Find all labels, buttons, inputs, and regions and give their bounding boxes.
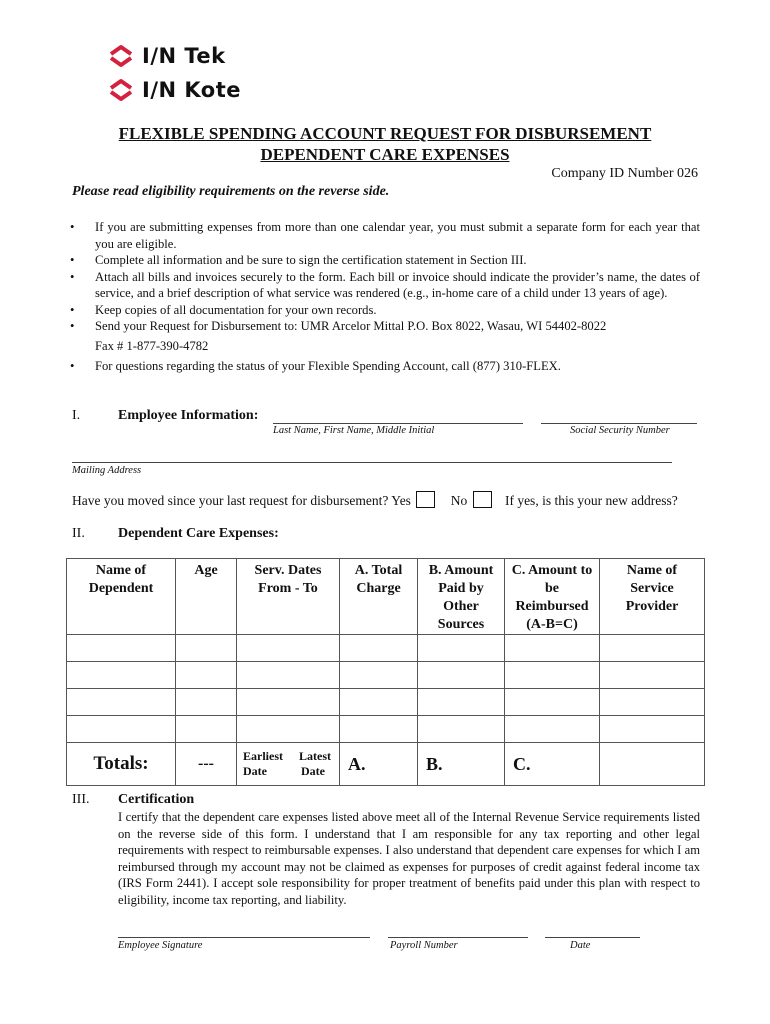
employee-signature-field[interactable] <box>118 937 370 938</box>
table-cell[interactable] <box>67 689 176 716</box>
certification-text: I certify that the dependent care expenses listed above meet all of the Internal Revenue Service requirements listed on the reverse side of this form. I understand that I am responsible for any tax reporting and other legal requirements with respect to reimbursable expenses. I also understand that dependent care expenses for which I am reimbursed through my account may not be claimed as expenses for purposes of credit against federal income tax (IRS Form 2441). I accept sole responsibility for proper treatment of benefits paid under this plan with respect to eligibility, income tax reporting, and liability. <box>118 810 700 907</box>
logo-in-tek-text: I/N Tek <box>142 44 226 68</box>
section-1-title: Employee Information: <box>118 408 259 423</box>
header-total-charge: A. Total Charge <box>340 559 418 635</box>
table-cell[interactable] <box>505 635 600 662</box>
table-cell[interactable] <box>176 635 237 662</box>
table-cell[interactable] <box>418 662 505 689</box>
section-1-number: I. <box>72 408 81 423</box>
list-item: • Attach all bills and invoices securely to the form. Each bill or invoice should indicate the provider’s name, the dates of service, and a brief description of what service was rendered (e.g., in-home care of a child under 13 years of age). <box>70 269 700 300</box>
company-id: Company ID Number 026 <box>551 166 698 181</box>
mailing-address-field[interactable] <box>72 462 672 463</box>
moved-question: Have you moved since your last request for disbursement? <box>72 493 389 508</box>
name-field[interactable] <box>273 423 523 424</box>
table-cell[interactable] <box>505 716 600 743</box>
table-cell[interactable] <box>505 662 600 689</box>
yes-label: Yes <box>391 493 411 508</box>
form-title: FLEXIBLE SPENDING ACCOUNT REQUEST FOR DISBURSEMENT <box>118 124 652 143</box>
logo-in-tek <box>108 44 226 68</box>
table-cell[interactable] <box>418 635 505 662</box>
earliest-label: Earliest <box>243 749 283 763</box>
list-item: • Send your Request for Disbursement to: UMR Arcelor Mittal P.O. Box 8022, Wasau, WI 54402-8022 <box>70 319 607 333</box>
table-cell[interactable] <box>340 662 418 689</box>
instructions-list <box>70 219 700 375</box>
eligibility-note: Please read eligibility requirements on the reverse side. <box>72 184 390 199</box>
table-cell <box>600 743 705 786</box>
age-total: --- <box>176 743 237 786</box>
table-cell[interactable] <box>237 662 340 689</box>
payroll-caption: Payroll Number <box>390 940 458 951</box>
table-cell[interactable] <box>418 689 505 716</box>
table-cell[interactable] <box>600 689 705 716</box>
table-cell[interactable] <box>237 635 340 662</box>
yes-checkbox[interactable] <box>416 491 435 508</box>
header-serv-dates: Serv. Dates From - To <box>237 559 340 635</box>
header-dependent-name: Name of Dependent <box>67 559 176 635</box>
logo-in-kote-text: I/N Kote <box>142 78 241 102</box>
table-row <box>67 635 705 662</box>
table-cell[interactable] <box>176 716 237 743</box>
table-cell[interactable] <box>340 689 418 716</box>
section-2-number: II. <box>72 526 85 541</box>
in-kote-logo-icon <box>108 78 134 102</box>
table-cell[interactable] <box>237 689 340 716</box>
earliest-latest-date[interactable] <box>237 743 340 786</box>
list-item: • For questions regarding the status of your Flexible Spending Account, call (877) 310-FLEX. <box>70 359 561 373</box>
name-caption: Last Name, First Name, Middle Initial <box>273 425 435 436</box>
header-service-provider: Name of Service Provider <box>600 559 705 635</box>
ssn-field[interactable] <box>541 423 697 424</box>
table-cell[interactable] <box>340 716 418 743</box>
expenses-table <box>66 558 705 786</box>
fax-line: Fax # 1-877-390-4782 <box>95 338 209 353</box>
table-cell[interactable] <box>67 716 176 743</box>
date-field[interactable] <box>545 937 640 938</box>
table-cell[interactable] <box>176 662 237 689</box>
form-subtitle: DEPENDENT CARE EXPENSES <box>260 145 510 164</box>
total-c[interactable]: C. <box>505 743 600 786</box>
table-cell[interactable] <box>237 716 340 743</box>
table-cell[interactable] <box>67 662 176 689</box>
section-2-title: Dependent Care Expenses: <box>118 526 279 541</box>
table-cell[interactable] <box>340 635 418 662</box>
totals-label: Totals: <box>67 743 176 786</box>
no-label: No <box>450 493 468 508</box>
earliest-date-label: Date <box>243 764 267 778</box>
list-item: • Keep copies of all documentation for your own records. <box>70 302 377 317</box>
section-3-title: Certification <box>118 792 195 807</box>
header-amount-paid: B. Amount Paid by Other Sources <box>418 559 505 635</box>
list-item: • If you are submitting expenses from more than one calendar year, you must submit a separate form for each year that you are eligible. <box>70 220 700 251</box>
list-item: • Complete all information and be sure to sign the certification statement in Section III. <box>70 253 527 267</box>
table-cell[interactable] <box>67 635 176 662</box>
table-cell[interactable] <box>600 662 705 689</box>
logo-in-kote <box>108 78 241 102</box>
no-checkbox[interactable] <box>473 491 492 508</box>
total-b[interactable]: B. <box>418 743 505 786</box>
latest-date-label: Date <box>301 764 325 778</box>
latest-label: Latest <box>299 749 331 763</box>
table-row <box>67 689 705 716</box>
table-cell[interactable] <box>418 716 505 743</box>
header-amount-reimbursed: C. Amount to be Reimbursed (A-B=C) <box>505 559 600 635</box>
signature-caption: Employee Signature <box>118 940 203 951</box>
totals-row <box>67 743 705 786</box>
table-cell[interactable] <box>600 716 705 743</box>
total-a[interactable]: A. <box>340 743 418 786</box>
in-tek-logo-icon <box>108 44 134 68</box>
moved-question-row <box>72 491 678 509</box>
new-address-question: If yes, is this your new address? <box>504 493 678 508</box>
table-cell[interactable] <box>176 689 237 716</box>
table-row <box>67 716 705 743</box>
address-caption: Mailing Address <box>72 465 142 476</box>
payroll-number-field[interactable] <box>388 937 528 938</box>
ssn-caption: Social Security Number <box>570 425 670 436</box>
table-cell[interactable] <box>505 689 600 716</box>
date-caption: Date <box>570 940 591 951</box>
table-header-row <box>67 559 705 635</box>
table-row <box>67 662 705 689</box>
header-age: Age <box>176 559 237 635</box>
table-cell[interactable] <box>600 635 705 662</box>
section-3-number: III. <box>72 792 90 807</box>
